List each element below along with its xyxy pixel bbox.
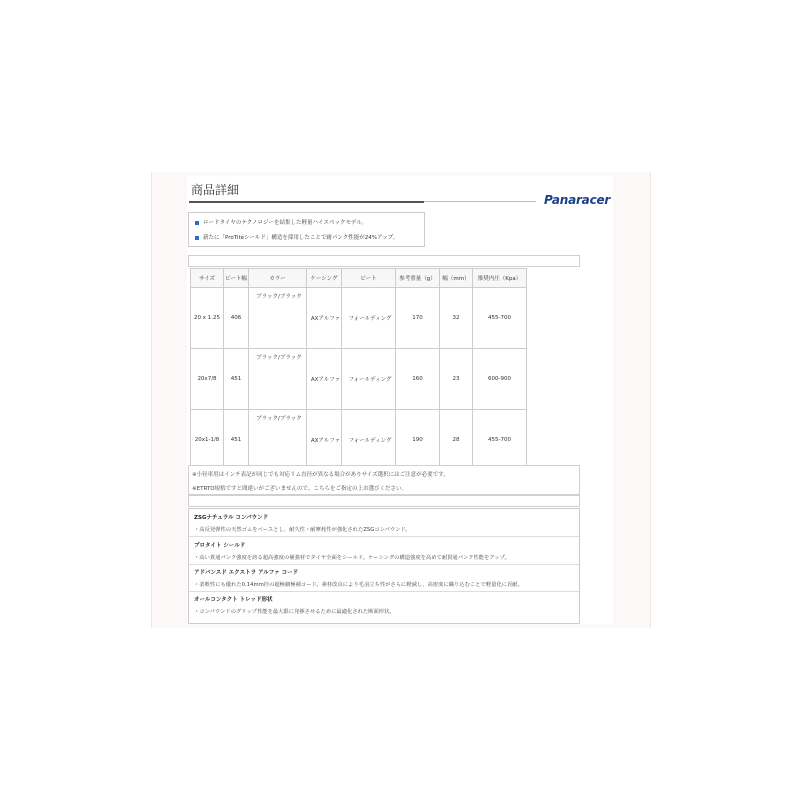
divider — [189, 564, 579, 565]
highlight-item: 新たに「ProTiteシールド」構造を採用したことで耐パンク性能が24%アップ。 — [195, 233, 398, 241]
bullet-square-icon — [195, 221, 199, 225]
bead-width-cell: 451 — [224, 349, 249, 410]
feature-description: ・高反発弾性の天然ゴムをベースとし、耐久性・耐摩耗性が強化されたZSGコンパウンド。 — [194, 527, 411, 533]
table-header-row — [191, 269, 527, 288]
bead-cell: フォールディング — [342, 410, 396, 471]
weight-cell: 160 — [396, 349, 440, 410]
bead-cell: フォールディング — [342, 288, 396, 349]
highlights-box — [188, 212, 425, 247]
feature-title: プロタイト シールド — [194, 543, 246, 549]
feature-title: アドバンスド エクストラ アルファ コード — [194, 570, 299, 576]
bullet-square-icon — [195, 236, 199, 240]
divider — [189, 591, 579, 592]
spacer-box — [188, 495, 580, 507]
highlight-item: ロードタイヤのテクノロジーを結集した軽量ハイスペックモデル。 — [195, 218, 367, 226]
casing-cell: AXアルファ — [307, 410, 342, 471]
feature-title: オールコンタクト トレッド形状 — [194, 597, 273, 603]
feature-title: ZSGナチュラル コンパウンド — [194, 515, 269, 521]
bead-width-cell: 451 — [224, 410, 249, 471]
feature-description: ・高い貫通パンク強度を誇る超高強度の補強材でタイヤ全面をシールド。ケーシングの構造強度を高めて耐貫通パンク性能をアップ。 — [194, 555, 510, 561]
width-cell: 32 — [440, 288, 473, 349]
features-box — [188, 508, 580, 624]
column-header: ビート幅 — [224, 269, 249, 288]
spacer-box — [188, 255, 580, 267]
width-cell: 23 — [440, 349, 473, 410]
column-header: 幅（mm） — [440, 269, 473, 288]
pressure-cell: 455-700 — [473, 288, 527, 349]
color-cell: ブラック/ブラック — [249, 410, 307, 471]
feature-description: ・柔軟性にも優れた0.14mm径の超極細極補コード。素材改良により毛羽立ち性がさらに軽減し、高密度に織り込むことで軽量化に貢献。 — [194, 582, 523, 588]
title-underline-light — [424, 201, 536, 202]
column-header: 参考重量（g） — [396, 269, 440, 288]
feature-description: ・コンパウンドのグリップ性能を最大限に発揮させるために最適化された断面形状。 — [194, 609, 395, 615]
column-header: サイズ — [191, 269, 224, 288]
title-underline — [189, 201, 424, 203]
size-cell: 20 x 1.25 — [191, 288, 224, 349]
table-row — [191, 349, 527, 410]
weight-cell: 170 — [396, 288, 440, 349]
column-header: ケーシング — [307, 269, 342, 288]
column-header: カラー — [249, 269, 307, 288]
table-row — [191, 288, 527, 349]
bead-cell: フォールディング — [342, 349, 396, 410]
weight-cell: 190 — [396, 410, 440, 471]
note-text: ※小径車用はインチ表記が同じでも対応リム直径が異なる場合がありサイズ選択にはご注意が必要です。 — [192, 472, 449, 478]
note-text: ※ETRTO規格ですと間違いがございませんので、こちらをご指定の上お選びください。 — [192, 486, 407, 492]
spec-table — [190, 268, 527, 471]
casing-cell: AXアルファ — [307, 349, 342, 410]
page-title: 商品詳細 — [191, 183, 240, 197]
column-header: ビート — [342, 269, 396, 288]
table-row — [191, 410, 527, 471]
size-cell: 20x7/8 — [191, 349, 224, 410]
pressure-cell: 600-900 — [473, 349, 527, 410]
brand-logo: Panaracer — [544, 193, 611, 207]
pressure-cell: 455-700 — [473, 410, 527, 471]
size-cell: 20x1-1/8 — [191, 410, 224, 471]
width-cell: 28 — [440, 410, 473, 471]
casing-cell: AXアルファ — [307, 288, 342, 349]
divider — [189, 536, 579, 537]
column-header: 推奨内圧（Kpa） — [473, 269, 527, 288]
color-cell: ブラック/ブラック — [249, 288, 307, 349]
color-cell: ブラック/ブラック — [249, 349, 307, 410]
bead-width-cell: 406 — [224, 288, 249, 349]
